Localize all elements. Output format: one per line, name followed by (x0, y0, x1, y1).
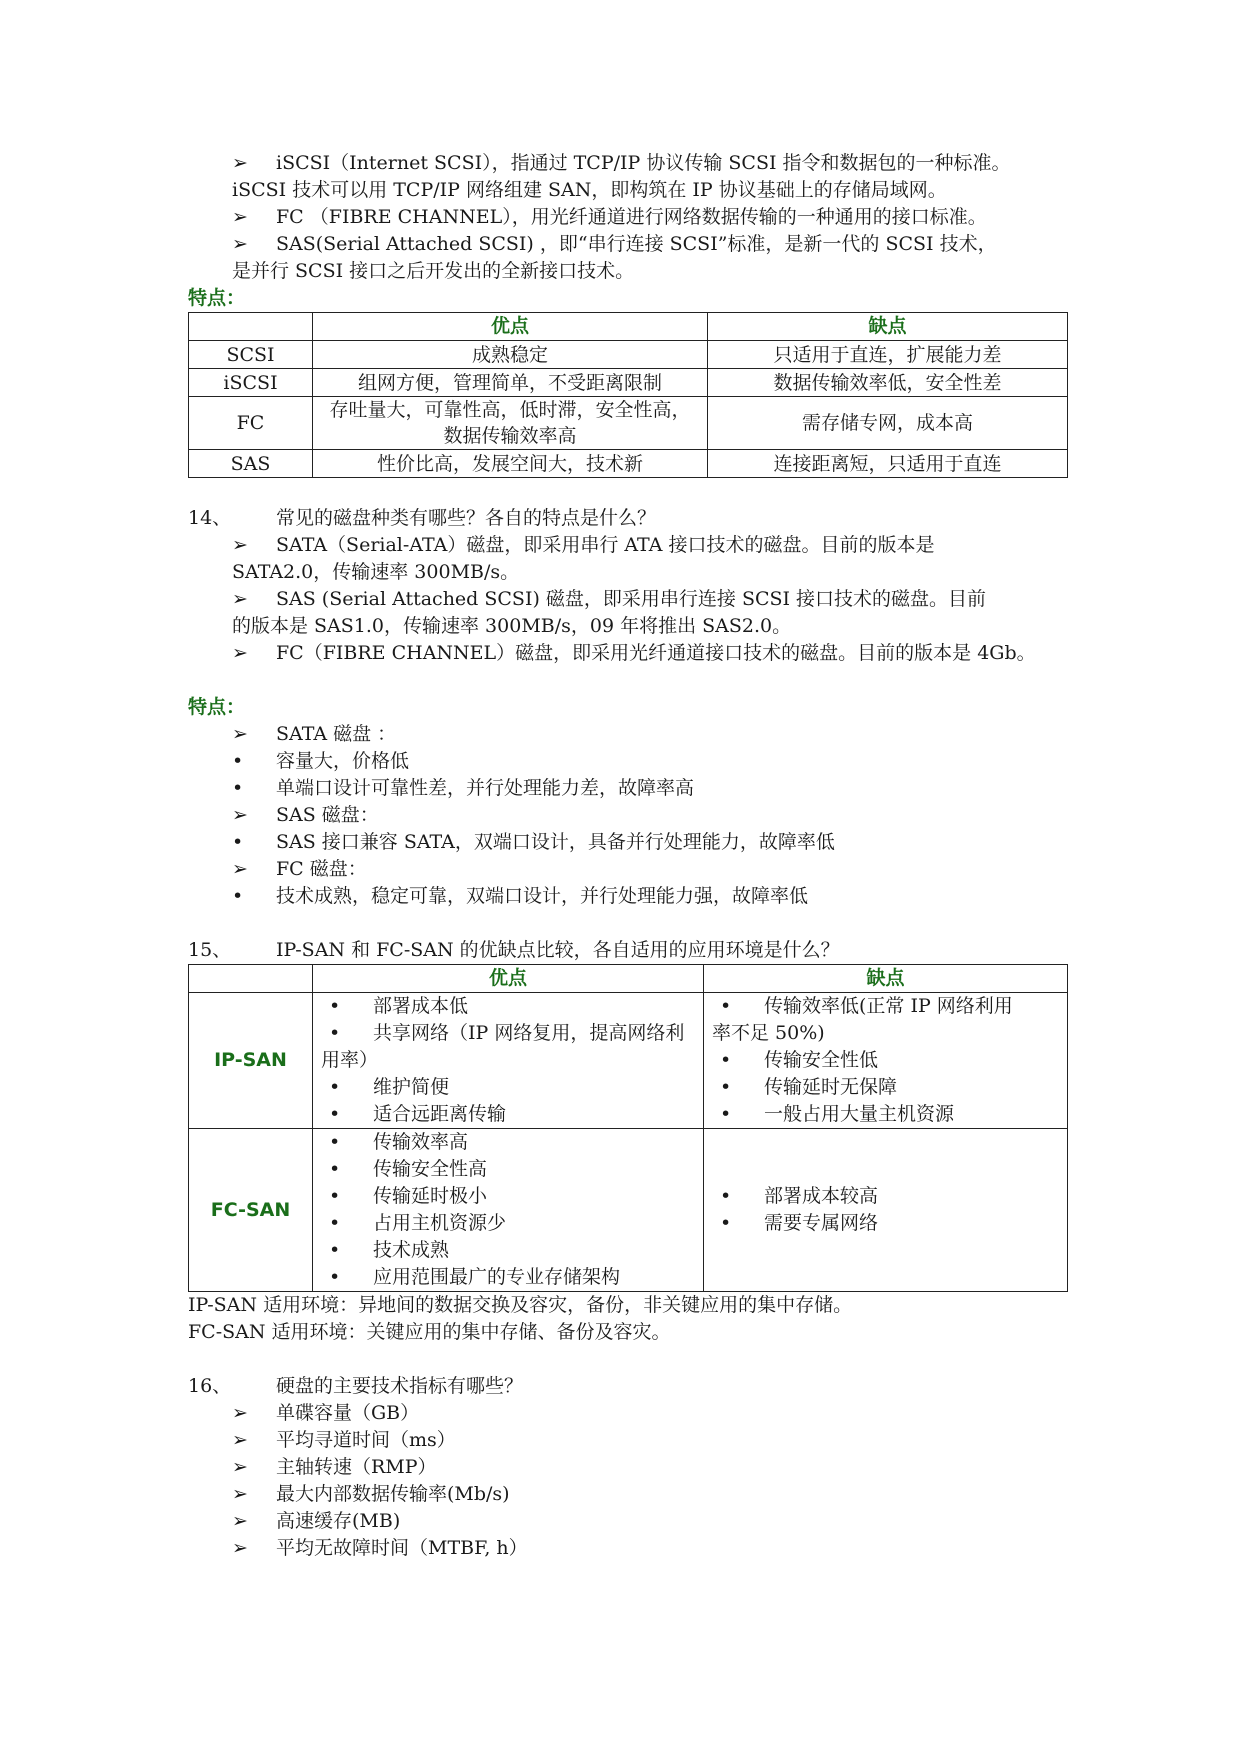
list-item: 需要专属网络 (764, 1212, 879, 1234)
bullet-icon: • (329, 1158, 341, 1180)
table-header-cell: 缺点 (708, 313, 1068, 341)
intro-text: FC （FIBRE CHANNEL），用光纤通道进行网络数据传输的一种通用的接口标准。 (276, 206, 987, 228)
intro-text: SAS(Serial Attached SCSI) ，即“串行连接 SCSI”标准，是新一代的 SCSI 技术， (276, 233, 997, 255)
table-cell (704, 993, 1068, 1129)
arrow-bullet-icon: ➢ (232, 534, 248, 556)
bullet-icon: • (329, 1266, 341, 1288)
table-cell: 存吐量大，可靠性高，低时滞，安全性高，数据传输效率高 (313, 397, 708, 450)
list-item: 部署成本较高 (764, 1185, 879, 1207)
bullet-icon: • (232, 750, 244, 772)
list-item: 最大内部数据传输率(Mb/s) (276, 1483, 510, 1505)
table-row (189, 369, 1068, 397)
document-page (188, 150, 1068, 1562)
bullet-icon: • (329, 995, 341, 1017)
intro-text: iSCSI（Internet SCSI），指通过 TCP/IP 协议传输 SCSI 指令和数据包的一种标准。 (276, 152, 1011, 174)
table-cell: FC (189, 397, 313, 450)
table-cell: 组网方便，管理简单，不受距离限制 (313, 369, 708, 397)
list-item: 平均寻道时间（ms） (276, 1429, 456, 1451)
table-cell: 性价比高，发展空间大，技术新 (313, 450, 708, 478)
bullet-icon: • (720, 1049, 732, 1071)
bullet-icon: • (720, 1212, 732, 1234)
question-number: 15、 (188, 939, 232, 961)
bullet-icon: • (232, 777, 244, 799)
list-item: FC（FIBRE CHANNEL）磁盘，即采用光纤通道接口技术的磁盘。目前的版本是 4Gb。 (276, 642, 1036, 664)
table-cell: 成熟稳定 (313, 341, 708, 369)
arrow-bullet-icon: ➢ (232, 1429, 248, 1451)
list-item: 率不足 50%) (712, 1022, 825, 1044)
arrow-bullet-icon: ➢ (232, 233, 248, 255)
bullet-icon: • (720, 1103, 732, 1125)
bullet-icon: • (329, 1239, 341, 1261)
list-item: 高速缓存(MB) (276, 1510, 401, 1532)
arrow-bullet-icon: ➢ (232, 858, 248, 880)
bullet-icon: • (329, 1131, 341, 1153)
list-item: SATA（Serial-ATA）磁盘，即采用串行 ATA 接口技术的磁盘。目前的版本是 (276, 534, 935, 556)
list-item: 传输延时极小 (373, 1185, 488, 1207)
table-header-cell (189, 965, 313, 993)
table-header-cell (189, 313, 313, 341)
question-title: IP-SAN 和 FC-SAN 的优缺点比较，各自适用的应用环境是什么？ (276, 939, 840, 961)
bullet-icon: • (232, 885, 244, 907)
table-cell (313, 993, 704, 1129)
arrow-bullet-icon: ➢ (232, 1456, 248, 1478)
question-14 (188, 505, 1068, 667)
bullet-icon: • (720, 995, 732, 1017)
table-row (189, 450, 1068, 478)
table-cell (704, 1129, 1068, 1292)
list-item: 单碟容量（GB） (276, 1402, 420, 1424)
arrow-bullet-icon: ➢ (232, 1510, 248, 1532)
bullet-icon: • (329, 1103, 341, 1125)
arrow-bullet-icon: ➢ (232, 642, 248, 664)
arrow-bullet-icon: ➢ (232, 723, 248, 745)
table-header-row (189, 313, 1068, 341)
list-item: 一般占用大量主机资源 (764, 1103, 955, 1125)
table-cell: iSCSI (189, 369, 313, 397)
list-item: 用率） (321, 1049, 379, 1071)
arrow-bullet-icon: ➢ (232, 1537, 248, 1559)
arrow-bullet-icon: ➢ (232, 588, 248, 610)
table-row (189, 1129, 1068, 1292)
list-item: 适合远距离传输 (373, 1103, 507, 1125)
table-cell: SAS (189, 450, 313, 478)
list-item: 单端口设计可靠性差，并行处理能力差，故障率高 (276, 777, 695, 799)
table-row (189, 397, 1068, 450)
list-item: 传输效率高 (373, 1131, 469, 1153)
table-row (189, 993, 1068, 1129)
table-header-row (189, 965, 1068, 993)
features-heading: 特点： (188, 696, 246, 718)
question-number: 16、 (188, 1375, 232, 1397)
table-cell: 连接距离短，只适用于直连 (708, 450, 1068, 478)
table-cell: 只适用于直连，扩展能力差 (708, 341, 1068, 369)
features-heading: 特点： (188, 287, 246, 309)
list-item: 平均无故障时间（MTBF, h） (276, 1537, 528, 1559)
bullet-icon: • (329, 1185, 341, 1207)
bullet-icon: • (329, 1022, 341, 1044)
arrow-bullet-icon: ➢ (232, 1402, 248, 1424)
arrow-bullet-icon: ➢ (232, 1483, 248, 1505)
list-item: 主轴转速（RMP） (276, 1456, 437, 1478)
list-item: SAS 接口兼容 SATA，双端口设计，具备并行处理能力，故障率低 (276, 831, 835, 853)
intro-item (188, 231, 1068, 285)
list-item: 维护简便 (373, 1076, 450, 1098)
table-cell: 需存储专网，成本高 (708, 397, 1068, 450)
disk-features-list (188, 721, 1068, 910)
bullet-icon: • (720, 1076, 732, 1098)
list-item: 传输安全性高 (373, 1158, 488, 1180)
list-item: 技术成熟 (373, 1239, 450, 1261)
list-item: SATA2.0，传输速率 300MB/s。 (232, 561, 520, 583)
intro-text: iSCSI 技术可以用 TCP/IP 网络组建 SAN，即构筑在 IP 协议基础上的存储局域网。 (232, 179, 947, 201)
question-number: 14、 (188, 507, 232, 529)
question-15 (188, 937, 1068, 964)
bullet-icon: • (329, 1212, 341, 1234)
bullet-icon: • (329, 1076, 341, 1098)
intro-item (188, 150, 1068, 204)
list-item: 共享网络（IP 网络复用，提高网络利 (373, 1022, 685, 1044)
fcsan-environment-text: FC-SAN 适用环境：关键应用的集中存储、备份及容灾。 (188, 1321, 671, 1343)
bullet-icon: • (232, 831, 244, 853)
list-item: SATA 磁盘 ： (276, 723, 397, 745)
question-title: 硬盘的主要技术指标有哪些？ (276, 1375, 524, 1397)
question-title: 常见的磁盘种类有哪些？各自的特点是什么？ (276, 507, 657, 529)
table-row (189, 341, 1068, 369)
arrow-bullet-icon: ➢ (232, 804, 248, 826)
bullet-icon: • (720, 1185, 732, 1207)
arrow-bullet-icon: ➢ (232, 206, 248, 228)
list-item: SAS 磁盘： (276, 804, 379, 826)
arrow-bullet-icon: ➢ (232, 152, 248, 174)
san-comparison-table (188, 964, 1068, 1292)
list-item: SAS (Serial Attached SCSI) 磁盘，即采用串行连接 SCSI 接口技术的磁盘。目前 (276, 588, 987, 610)
table-header-cell: 优点 (313, 965, 704, 993)
list-item: 传输安全性低 (764, 1049, 879, 1071)
list-item: 传输效率低(正常 IP 网络利用 (764, 995, 1013, 1017)
list-item: 传输延时无保障 (764, 1076, 898, 1098)
intro-item (188, 204, 1068, 231)
table-cell (313, 1129, 704, 1292)
list-item: 的版本是 SAS1.0，传输速率 300MB/s，09 年将推出 SAS2.0。 (232, 615, 792, 637)
intro-text: 是并行 SCSI 接口之后开发出的全新接口技术。 (232, 260, 635, 282)
table-cell: SCSI (189, 341, 313, 369)
table-cell: 数据传输效率低，安全性差 (708, 369, 1068, 397)
ipsan-environment-text: IP-SAN 适用环境：异地间的数据交换及容灾，备份，非关键应用的集中存储。 (188, 1294, 853, 1316)
list-item: 容量大，价格低 (276, 750, 410, 772)
question-16 (188, 1373, 1068, 1562)
table-header-cell: 缺点 (704, 965, 1068, 993)
interface-comparison-table (188, 312, 1068, 478)
list-item: 部署成本低 (373, 995, 469, 1017)
table-cell: IP-SAN (189, 993, 313, 1129)
table-cell: FC-SAN (189, 1129, 313, 1292)
list-item: 占用主机资源少 (373, 1212, 507, 1234)
table-header-cell: 优点 (313, 313, 708, 341)
list-item: FC 磁盘： (276, 858, 367, 880)
list-item: 应用范围最广的专业存储架构 (373, 1266, 621, 1288)
list-item: 技术成熟，稳定可靠，双端口设计，并行处理能力强，故障率低 (276, 885, 809, 907)
